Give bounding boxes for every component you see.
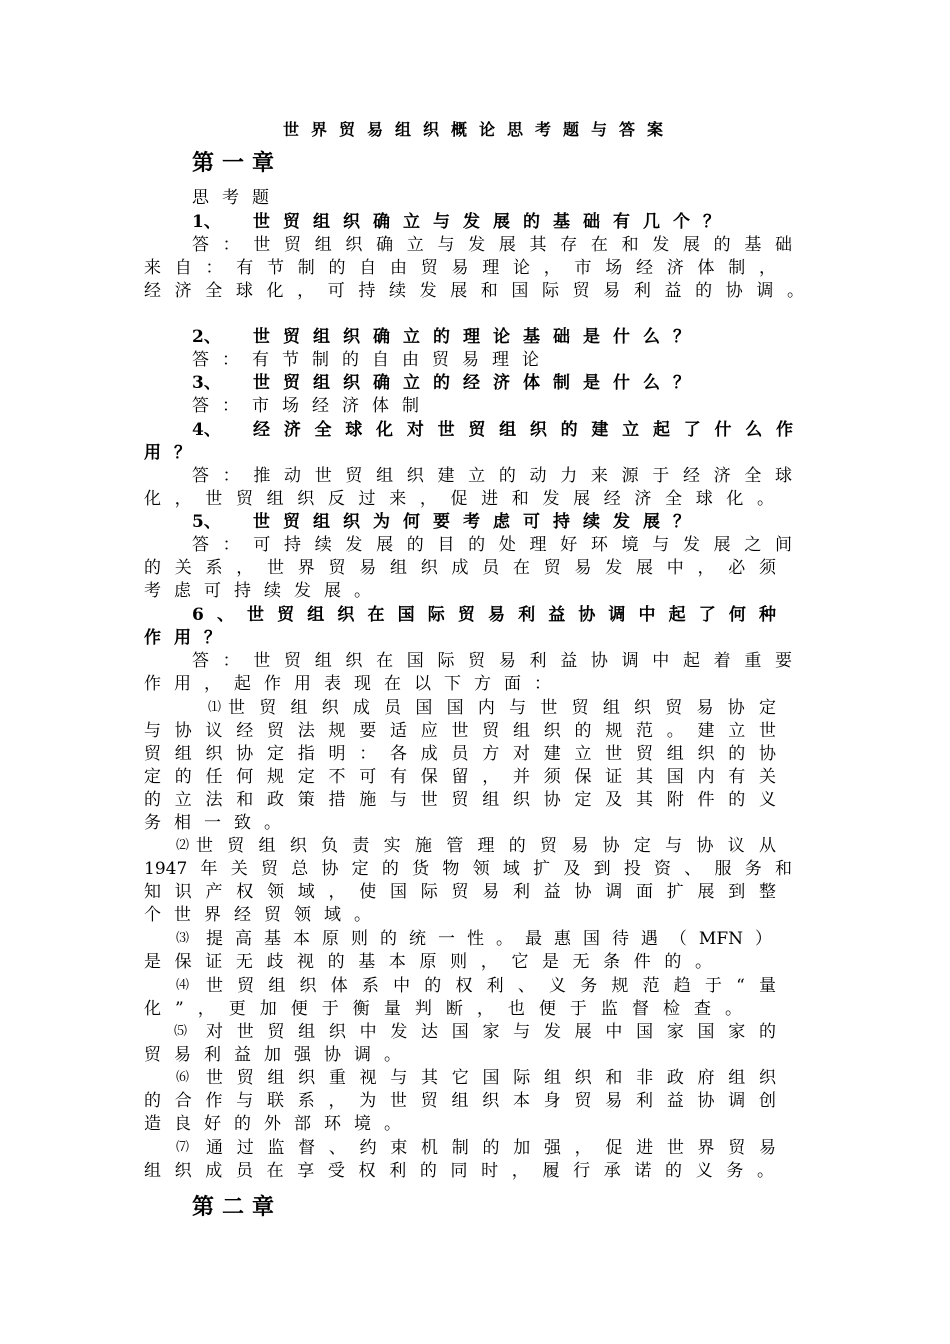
list-item-line: 知识产权领域，使国际贸易利益协调面扩展到整 <box>144 882 776 902</box>
question-text: 世贸组织为何要考虑可持续发展？ <box>253 512 703 532</box>
answer-line: 答：世贸组织确立与发展其存在和发展的基础 <box>192 235 792 255</box>
list-marker: ⑸ <box>174 1024 188 1039</box>
section-subheading: 思考题 <box>192 188 282 208</box>
answer-line: 考虑可持续发展。 <box>144 581 384 601</box>
list-item-line: 通过监督、约束机制的加强，促进世界贸易 <box>206 1138 776 1158</box>
answer-line: 答：世贸组织在国际贸易利益协调中起着重要 <box>192 651 792 671</box>
question-number: 5、 <box>192 512 221 532</box>
question-text: 世贸组织确立的经济体制是什么？ <box>253 373 703 393</box>
question-number: 2、 <box>192 327 221 347</box>
list-item-line: 组织成员在享受权利的同时，履行承诺的义务。 <box>144 1161 774 1181</box>
list-item-line: 对世贸组织中发达国家与发展中国家国家的 <box>206 1022 776 1042</box>
answer-line: 的关系，世界贸易组织成员在贸易发展中，必须 <box>144 558 776 578</box>
list-marker: ⑴ <box>208 700 222 715</box>
answer-line: 来自：有节制的自由贸易理论，市场经济体制， <box>144 258 776 278</box>
list-marker: ⑶ <box>176 931 190 946</box>
list-item-line: 务相一致。 <box>144 813 294 833</box>
list-item-line: 世贸组织体系中的权利、义务规范趋于“量 <box>206 976 776 996</box>
page-title: 世界贸易组织概论思考题与答案 <box>283 120 676 139</box>
list-item-line: 世贸组织成员国国内与世贸组织贸易协定 <box>228 698 776 718</box>
list-item-line: 提高基本原则的统一性。最惠国待遇（MFN） <box>206 929 772 949</box>
list-item-line: 世贸组织重视与其它国际组织和非政府组织 <box>206 1068 776 1088</box>
list-item-line: 世贸组织负责实施管理的贸易协定与协议从 <box>196 836 776 856</box>
answer-line: 答：可持续发展的目的处理好环境与发展之间 <box>192 535 792 555</box>
answer-line: 经济全球化，可持续发展和国际贸易利益的协调。 <box>144 281 804 301</box>
list-item-line: 定的任何规定不可有保留，并须保证其国内有关 <box>144 767 776 787</box>
answer-line: 答：有节制的自由贸易理论 <box>192 350 552 370</box>
question-text-continued: 作用？ <box>144 628 234 648</box>
list-item-line: 贸易利益加强协调。 <box>144 1045 414 1065</box>
question-text: 经济全球化对世贸组织的建立起了什么作 <box>253 420 793 440</box>
list-item-line: 是保证无歧视的基本原则，它是无条件的。 <box>144 952 712 972</box>
question-text: 世贸组织确立与发展的基础有几个？ <box>253 212 733 232</box>
list-marker: ⑷ <box>176 978 190 993</box>
list-item-line: 1947年关贸总协定的货物领域扩及到投资、服务和 <box>144 859 792 879</box>
list-marker: ⑵ <box>176 838 190 853</box>
question-number: 3、 <box>192 373 221 393</box>
answer-line: 作用，起作用表现在以下方面： <box>144 674 564 694</box>
list-marker: ⑺ <box>176 1140 190 1155</box>
chapter-heading: 第一章 <box>192 150 283 176</box>
question-number: 1、 <box>192 212 221 232</box>
list-item-line: 的立法和政策措施与世贸组织协定及其附件的义 <box>144 790 776 810</box>
question-text: 6、世贸组织在国际贸易利益协调中起了何种 <box>192 605 776 625</box>
question-text-continued: 用？ <box>144 443 204 463</box>
list-item-line: 化”，更加便于衡量判断，也便于监督检查。 <box>144 999 742 1019</box>
question-number: 4、 <box>192 420 221 440</box>
question-text: 世贸组织确立的理论基础是什么？ <box>253 327 703 347</box>
list-item-line: 与协议经贸法规要适应世贸组织的规范。建立世 <box>144 721 776 741</box>
answer-line: 化，世贸组织反过来，促进和发展经济全球化。 <box>144 489 774 509</box>
list-marker: ⑹ <box>176 1070 190 1085</box>
list-item-line: 个世界经贸领域。 <box>144 905 384 925</box>
chapter-heading: 第二章 <box>192 1194 283 1220</box>
list-item-line: 造良好的外部环境。 <box>144 1114 414 1134</box>
list-item-line: 贸组织协定指明：各成员方对建立世贸组织的协 <box>144 744 776 764</box>
answer-line: 答：推动世贸组织建立的动力来源于经济全球 <box>192 466 792 486</box>
answer-line: 答：市场经济体制 <box>192 396 432 416</box>
list-item-line: 的合作与联系，为世贸组织本身贸易利益协调创 <box>144 1091 776 1111</box>
